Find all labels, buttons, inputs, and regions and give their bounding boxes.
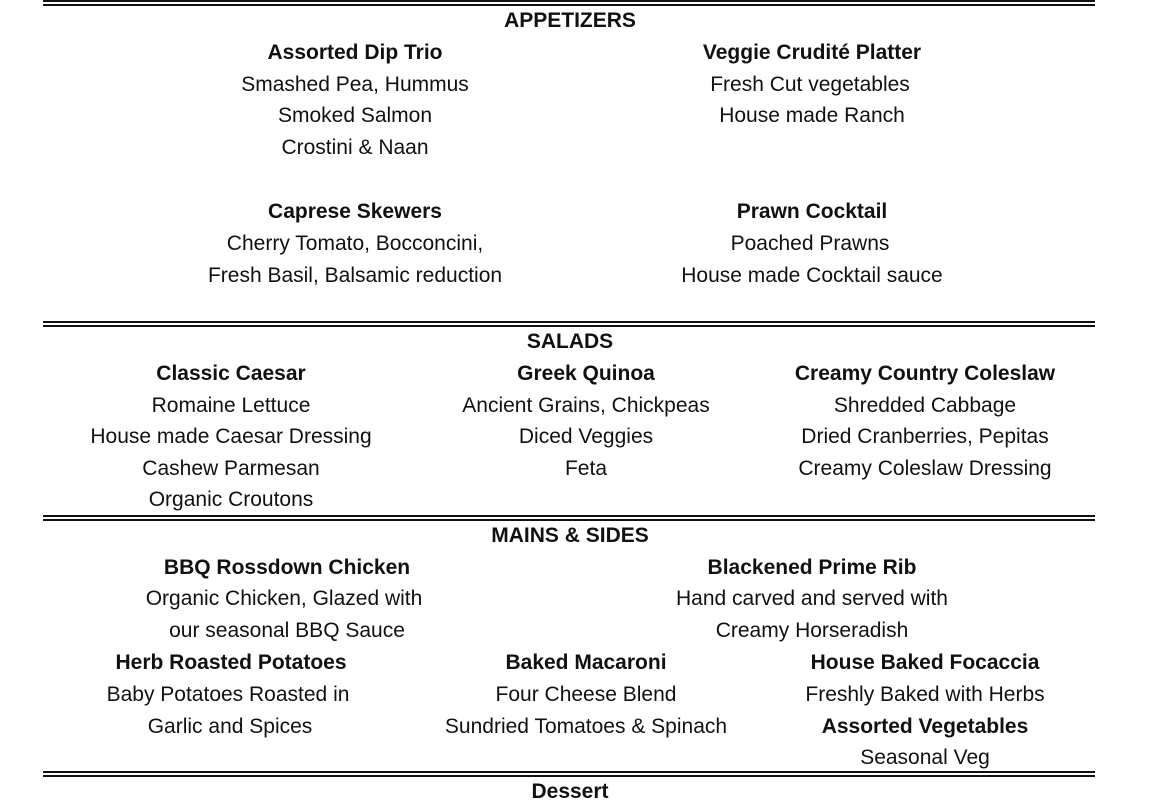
menu-item-description: Fresh Cut vegetables bbox=[710, 73, 910, 96]
menu-item-name: Greek Quinoa bbox=[517, 362, 655, 385]
menu-item-name: Veggie Crudité Platter bbox=[702, 41, 922, 64]
section-heading-dessert: Dessert bbox=[531, 780, 609, 803]
section-rule-salads bbox=[43, 321, 1095, 327]
menu-item-name: House Baked Focaccia bbox=[810, 651, 1040, 674]
menu-item-name: Classic Caesar bbox=[156, 362, 306, 385]
menu-item-description: Baby Potatoes Roasted in bbox=[106, 683, 350, 706]
menu-item-description: Diced Veggies bbox=[518, 425, 654, 448]
menu-item-description: Smashed Pea, Hummus bbox=[241, 73, 469, 96]
menu-item-description: Cherry Tomato, Bocconcini, bbox=[226, 232, 484, 255]
menu-item-description: our seasonal BBQ Sauce bbox=[169, 619, 405, 642]
menu-item-description: Shredded Cabbage bbox=[833, 394, 1017, 417]
menu-item-description: Garlic and Spices bbox=[147, 715, 313, 738]
menu-item-description: Freshly Baked with Herbs bbox=[805, 683, 1045, 706]
menu-item-description: Hand carved and served with bbox=[676, 587, 948, 610]
section-rule-mains bbox=[43, 515, 1095, 521]
menu-item-description: Cashew Parmesan bbox=[142, 457, 320, 480]
menu-item-description: Seasonal Veg bbox=[860, 746, 990, 769]
menu-item-description: Dried Cranberries, Pepitas bbox=[801, 425, 1049, 448]
menu-item-description: Romaine Lettuce bbox=[151, 394, 311, 417]
menu-item-description: Creamy Coleslaw Dressing bbox=[798, 457, 1052, 480]
menu-item-name: Herb Roasted Potatoes bbox=[115, 651, 347, 674]
menu-item-description: Ancient Grains, Chickpeas bbox=[462, 394, 710, 417]
menu-item-description: Creamy Horseradish bbox=[715, 619, 909, 642]
menu-item-name: BBQ Rossdown Chicken bbox=[163, 556, 411, 579]
menu-item-description: Feta bbox=[564, 457, 608, 480]
section-rule-top bbox=[43, 0, 1095, 6]
menu-item-description: Crostini & Naan bbox=[281, 136, 429, 159]
menu-item-name: Caprese Skewers bbox=[268, 200, 442, 223]
menu-item-description: Smoked Salmon bbox=[277, 104, 433, 127]
menu-item-description: Poached Prawns bbox=[730, 232, 890, 255]
section-heading-salads: SALADS bbox=[526, 330, 614, 353]
menu-item-name: Baked Macaroni bbox=[505, 651, 667, 674]
menu-item-name: Prawn Cocktail bbox=[736, 200, 888, 223]
menu-item-description: Fresh Basil, Balsamic reduction bbox=[207, 264, 503, 287]
menu-item-description: House made Cocktail sauce bbox=[681, 264, 943, 287]
menu-item-description: Four Cheese Blend bbox=[495, 683, 677, 706]
menu-item-name: Creamy Country Coleslaw bbox=[794, 362, 1056, 385]
section-rule-dessert bbox=[43, 771, 1095, 777]
menu-item-name: Assorted Dip Trio bbox=[267, 41, 443, 64]
menu-item-description: House made Ranch bbox=[719, 104, 905, 127]
menu-item-description: Organic Croutons bbox=[148, 488, 314, 511]
menu-item-name: Blackened Prime Rib bbox=[707, 556, 917, 579]
menu-item-description: Organic Chicken, Glazed with bbox=[145, 587, 423, 610]
menu-item-description: Sundried Tomatoes & Spinach bbox=[444, 715, 728, 738]
menu-item-description: House made Caesar Dressing bbox=[90, 425, 372, 448]
section-heading-mains: MAINS & SIDES bbox=[491, 524, 649, 547]
section-heading-appetizers: APPETIZERS bbox=[504, 9, 636, 32]
menu-item-name: Assorted Vegetables bbox=[821, 715, 1029, 738]
